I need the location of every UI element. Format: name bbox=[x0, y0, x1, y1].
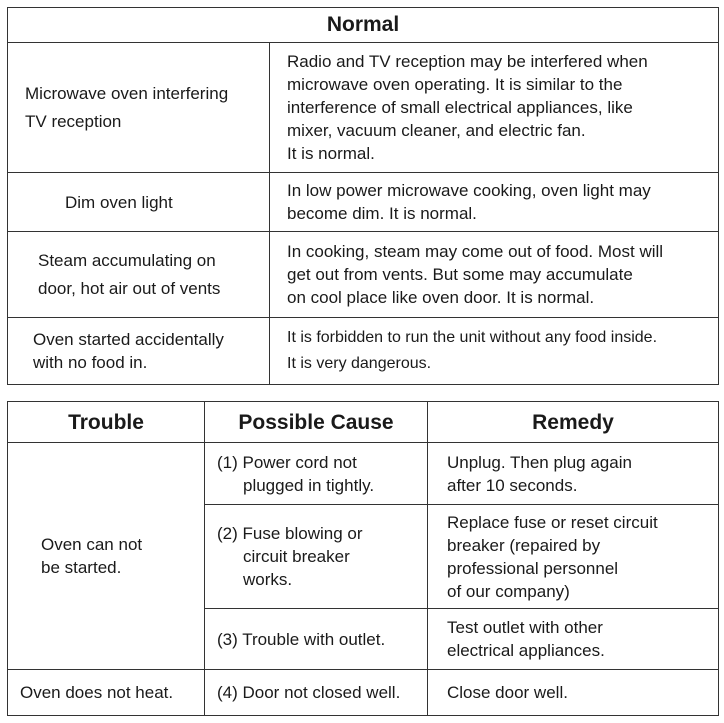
normal-row-label: Steam accumulating on door, hot air out of vents bbox=[8, 232, 270, 318]
trouble-table bbox=[7, 401, 719, 716]
remedy-cell: Test outlet with other electrical appliances. bbox=[428, 609, 719, 670]
normal-row-description: It is forbidden to run the unit without any food inside. It is very dangerous. bbox=[270, 318, 719, 385]
normal-title: Normal bbox=[8, 8, 719, 43]
cause-cell: (1) Power cord not plugged in tightly. bbox=[205, 443, 428, 505]
possible-cause-header: Possible Cause bbox=[205, 402, 428, 443]
normal-row-label: Oven started accidentally with no food in. bbox=[8, 318, 270, 385]
remedy-cell: Close door well. bbox=[428, 670, 719, 716]
remedy-cell: Unplug. Then plug again after 10 seconds. bbox=[428, 443, 719, 505]
normal-table bbox=[7, 7, 719, 385]
normal-row-description: Radio and TV reception may be interfered when microwave oven operating. It is similar to the interference of small electrical appliances, like mixer, vacuum cleaner, and electric fan. It is normal. bbox=[270, 43, 719, 173]
trouble-header: Trouble bbox=[8, 402, 205, 443]
table-row bbox=[8, 670, 719, 716]
remedy-header: Remedy bbox=[428, 402, 719, 443]
trouble-header-row bbox=[8, 402, 719, 443]
normal-row-description: In cooking, steam may come out of food. Most will get out from vents. But some may accumulate on cool place like oven door. It is normal. bbox=[270, 232, 719, 318]
trouble-cell: Oven does not heat. bbox=[8, 670, 205, 716]
remedy-cell: Replace fuse or reset circuit breaker (repaired by professional personnel of our company) bbox=[428, 505, 719, 609]
normal-row-label: Microwave oven interfering TV reception bbox=[8, 43, 270, 173]
table-row bbox=[8, 443, 719, 505]
normal-row bbox=[8, 173, 719, 232]
normal-row-description: In low power microwave cooking, oven light may become dim. It is normal. bbox=[270, 173, 719, 232]
cause-cell: (4) Door not closed well. bbox=[205, 670, 428, 716]
normal-title-row bbox=[8, 8, 719, 43]
normal-row bbox=[8, 232, 719, 318]
cause-cell: (3) Trouble with outlet. bbox=[205, 609, 428, 670]
normal-row bbox=[8, 43, 719, 173]
normal-row bbox=[8, 318, 719, 385]
cause-cell: (2) Fuse blowing or circuit breaker works. bbox=[205, 505, 428, 609]
trouble-cell: Oven can not be started. bbox=[8, 443, 205, 670]
normal-row-label: Dim oven light bbox=[8, 173, 270, 232]
